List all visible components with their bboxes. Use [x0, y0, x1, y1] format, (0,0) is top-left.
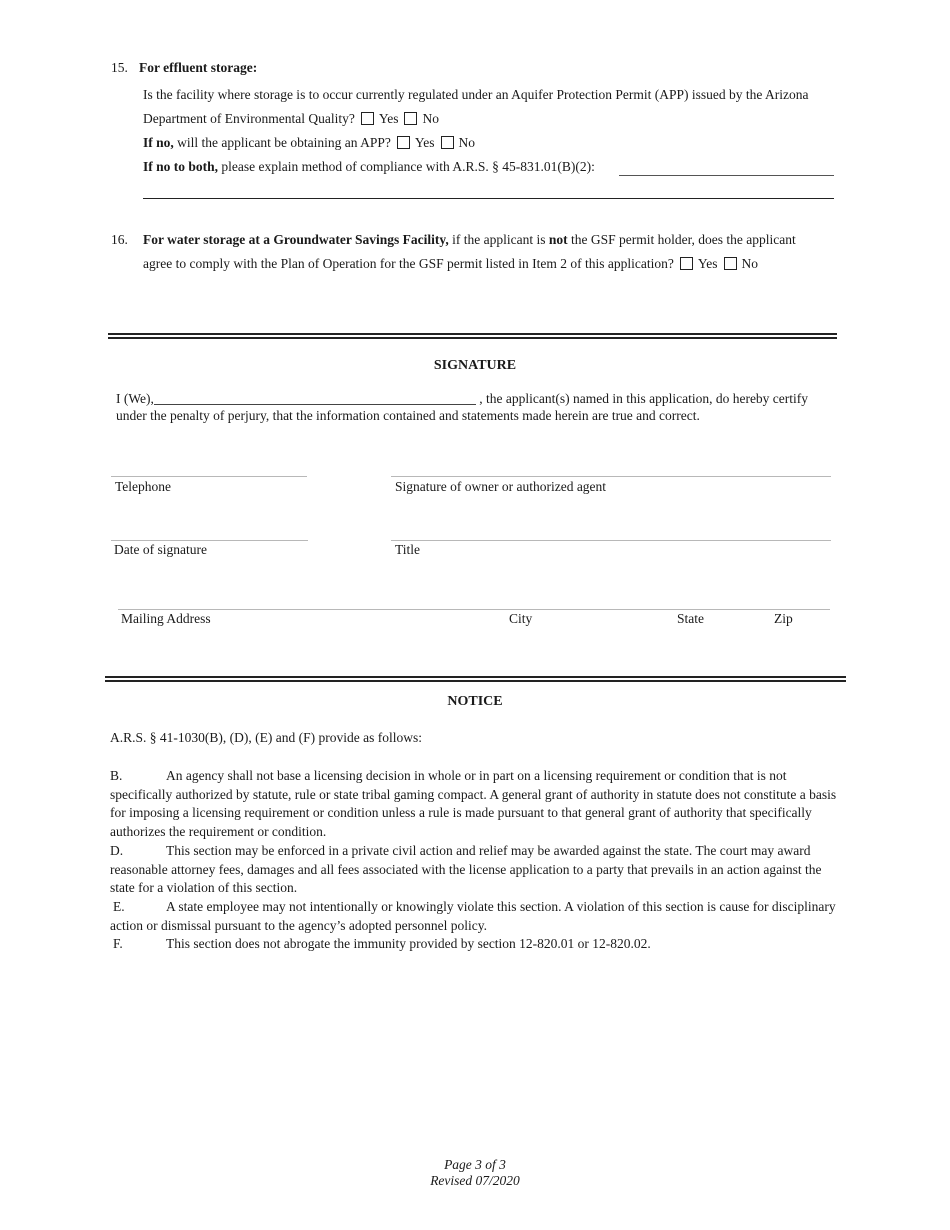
q16-text-a: if the applicant is [448, 232, 549, 247]
notice-item-label: E. [113, 899, 125, 914]
revised-date: Revised 07/2020 [430, 1173, 520, 1188]
q15-obtain-yes-checkbox[interactable] [397, 136, 410, 149]
telephone-label: Telephone [115, 479, 172, 494]
q15-explain-field[interactable] [619, 175, 834, 176]
zip-label: Zip [774, 611, 793, 626]
notice-item-f [110, 935, 845, 954]
q16-text-b: the GSF permit holder, does the applicant [567, 232, 796, 247]
state-label: State [677, 611, 704, 626]
q15-obtain-yes-label: Yes [414, 135, 435, 150]
q15-if-no-both-line [143, 159, 595, 175]
q16-question-text: agree to comply with the Plan of Operation for the GSF permit listed in Item 2 of this application? [143, 256, 674, 271]
date-label: Date of signature [114, 542, 207, 557]
notice-item-text: An agency shall not base a licensing decision in whole or in part on a licensing requirement or condition that is not specifically authorized by statute, rule or state tribal gaming compact. A general grant of authority in statute does not constitute a basis for imposing a licensing requirement or condition unless a rule is made pursuant to that general grant of authority that specifically authorizes the requirement or condition. [110, 768, 837, 839]
q16-no-checkbox[interactable] [724, 257, 737, 270]
mailing-address-label: Mailing Address [121, 611, 211, 626]
q16-no-label: No [741, 256, 759, 271]
q15-if-no-text: will the applicant be obtaining an APP? [173, 135, 391, 150]
q15-title: For effluent storage: [139, 60, 258, 75]
notice-item-text: This section does not abrogate the immunity provided by section 12-820.01 or 12-820.02. [166, 936, 651, 951]
title-field[interactable] [391, 540, 831, 541]
notice-item-label: F. [113, 936, 123, 951]
q15-if-no-line [143, 135, 475, 151]
q15-obtain-no-checkbox[interactable] [441, 136, 454, 149]
notice-item-b [110, 767, 845, 841]
q16-yes-checkbox[interactable] [680, 257, 693, 270]
q15-explain-field-line2[interactable] [143, 198, 834, 199]
q15-if-no-bold: If no, [143, 135, 174, 150]
q15-number: 15. [111, 60, 128, 75]
q15-app-yes-label: Yes [378, 111, 399, 126]
title-label: Title [395, 542, 421, 557]
q15-question-line2 [143, 111, 439, 127]
signature-heading: SIGNATURE [433, 358, 517, 373]
certification-prefix: I (We), [116, 391, 154, 406]
notice-heading: NOTICE [447, 694, 503, 709]
notice-intro: A.R.S. § 41-1030(B), (D), (E) and (F) provide as follows: [110, 730, 422, 745]
notice-divider [105, 676, 846, 682]
notice-item-e [110, 898, 845, 935]
q15-if-no-both-bold: If no to both, [143, 159, 219, 174]
q15-obtain-no-label: No [458, 135, 476, 150]
notice-item-text: This section may be enforced in a private civil action and relief may be awarded against the state. The court may award reasonable attorney fees, damages and all fees associated with the license application to a party that prevails in an action against the state for a violation of this section. [110, 843, 822, 896]
q16-question-line1 [143, 232, 796, 248]
notice-item-label: D. [110, 843, 124, 858]
q16-bold-not: not [548, 232, 568, 247]
certification-suffix: , the applicant(s) named in this application, do hereby certify [475, 391, 809, 406]
date-field[interactable] [111, 540, 308, 541]
signature-field[interactable] [391, 476, 831, 477]
mailing-address-field[interactable] [118, 609, 830, 610]
q15-question-line1: Is the facility where storage is to occur currently regulated under an Aquifer Protection Permit (APP) issued by the Arizona [143, 87, 809, 102]
notice-item-d [110, 842, 845, 898]
telephone-field[interactable] [111, 476, 307, 477]
q16-yes-label: Yes [697, 256, 718, 271]
notice-item-text: A state employee may not intentionally or knowingly violate this section. A violation of this section is cause for disciplinary action or dismissal pursuant to the agency’s adopted personnel policy. [110, 899, 836, 933]
applicant-name-field[interactable] [154, 404, 476, 405]
signature-label: Signature of owner or authorized agent [395, 479, 607, 494]
certification-line1 [116, 391, 808, 407]
q16-number: 16. [111, 232, 128, 247]
signature-divider [108, 333, 837, 339]
certification-line2: under the penalty of perjury, that the information contained and statements made herein are true and correct. [116, 408, 700, 423]
q15-app-no-checkbox[interactable] [404, 112, 417, 125]
q15-app-no-label: No [422, 111, 439, 126]
q16-bold-lead: For water storage at a Groundwater Savings Facility, [143, 232, 449, 247]
q15-app-yes-checkbox[interactable] [361, 112, 374, 125]
page-number: Page 3 of 3 [444, 1157, 506, 1172]
q15-if-no-both-text: please explain method of compliance with A.R.S. § 45-831.01(B)(2): [218, 159, 595, 174]
q15-question-text: Department of Environmental Quality? [143, 111, 355, 126]
notice-item-label: B. [110, 768, 123, 783]
q16-question-line2 [143, 256, 758, 272]
city-label: City [509, 611, 533, 626]
